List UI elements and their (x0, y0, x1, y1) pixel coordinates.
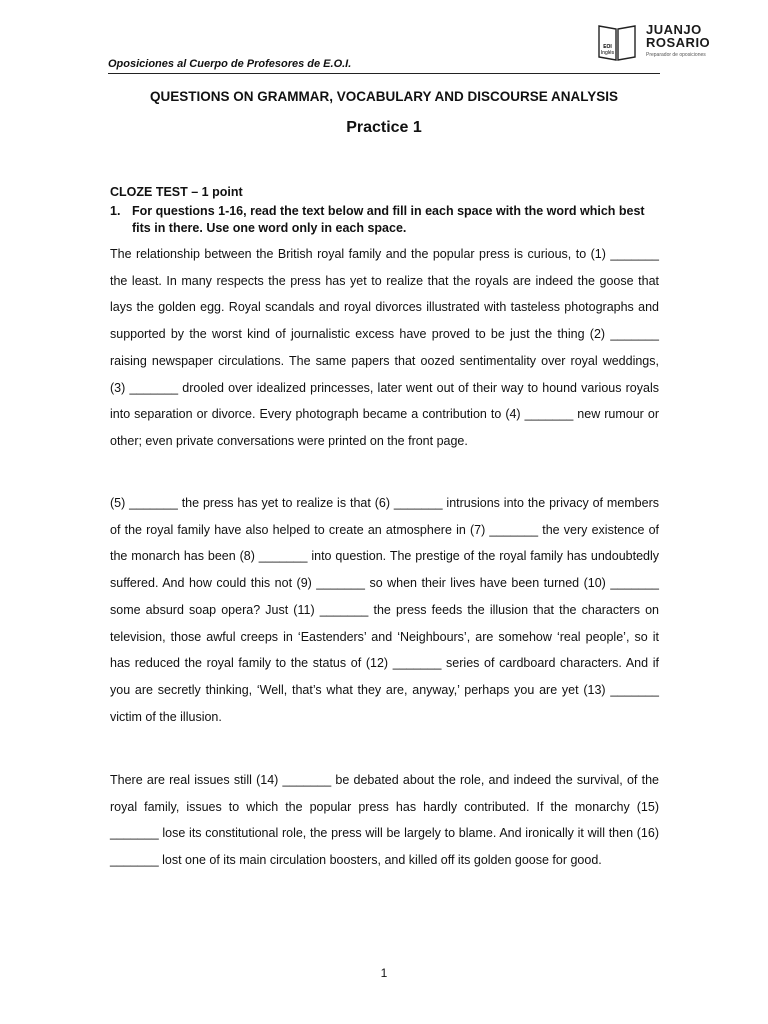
page-number: 1 (380, 966, 388, 980)
document-title: QUESTIONS ON GRAMMAR, VOCABULARY AND DISCOURSE ANALYSIS (149, 89, 619, 104)
logo-book-text-1: EOI (603, 44, 612, 50)
logo-book-text-2: Inglés (600, 50, 615, 56)
header-rule (108, 73, 660, 74)
logo-name (646, 23, 710, 49)
instruction-number: 1. (110, 204, 121, 218)
institution-header: Oposiciones al Cuerpo de Profesores de E.O.I. (108, 58, 352, 70)
section-title: CLOZE TEST – 1 point (110, 185, 243, 199)
paragraph-3: There are real issues still (14) _______ be debated about the role, and indeed the survival, of the royal family, issues to which the popular press has hardly contributed. If the monarchy (15) _______ lose its constitutional role, the press will be largely to blame. And ironically it will then (16) _______ lost one of its main circulation boosters, and killed off its golden goose for good. (110, 773, 659, 868)
logo-name-line1: JUANJO (646, 22, 702, 37)
brand-logo (596, 20, 711, 64)
paragraph-1: The relationship between the British royal family and the popular press is curious, to (1) _______ the least. In many respects the press has yet to realize that the royals are indeed the goose that lays the golden egg. Royal scandals and royal divorces illustrated with tasteless photographs and supported by the worst kind of journalistic excess have proved to be just the thing (2) _______ raising newspaper circulations. The same papers that oozed sentimentality over royal weddings, (3) _______ drooled over idealized princesses, later went out of their way to hound various royals into separation or divorce. Every photograph became a contribution to (4) _______ new rumour or other; even private conversations were printed on the front page. (110, 247, 659, 448)
open-book-icon (596, 20, 638, 64)
logo-name-line2: ROSARIO (646, 35, 711, 50)
paragraph-2: (5) _______ the press has yet to realize is that (6) _______ intrusions into the privacy of members of the royal family have also helped to create an atmosphere in (7) _______ the very existence of the monarch has been (8) _______ into question. The prestige of the royal family has undoubtedly suffered. And how could this not (9) _______ so when their lives have been turned (10) _______ some absurd soap opera? Just (11) _______ the press feeds the illusion that the characters on television, those awful creeps in ‘Eastenders’ and ‘Neighbours’, are somehow ‘real people’, so it has reduced the royal family to the status of (12) _______ series of cardboard characters. And if you are secretly thinking, ‘Well, that’s what they are, anyway,’ perhaps you are yet (13) _______ victim of the illusion. (110, 496, 659, 724)
document-subtitle: Practice 1 (346, 119, 422, 136)
instruction-text: For questions 1-16, read the text below and fill in each space with the word which best fits in there. Use one word only in each space. (132, 204, 645, 235)
logo-tagline: Preparador de oposiciones (646, 52, 706, 58)
instruction (110, 203, 660, 237)
